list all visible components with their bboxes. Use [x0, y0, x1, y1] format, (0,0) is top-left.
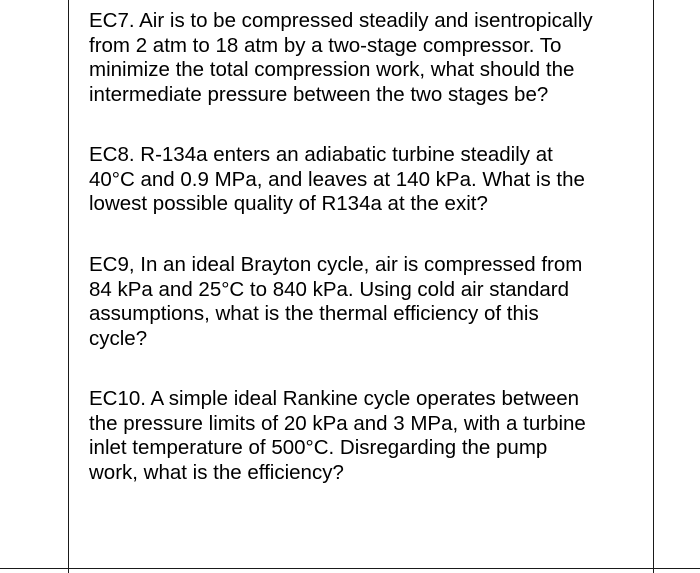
left-border-line	[68, 0, 69, 573]
right-border-line	[653, 0, 654, 573]
bottom-border-line	[0, 568, 700, 569]
question-ec8: EC8. R-134a enters an adiabatic turbine steadily at 40°C and 0.9 MPa, and leaves at 140 kPa. What is the lowest possible quality of R134a at the exit?	[89, 143, 585, 215]
question-ec7: EC7. Air is to be compressed steadily and isentropically from 2 atm to 18 atm by a two-stage compressor. To minimize the total compression work, what should the intermediate pressure between the two stages be?	[89, 9, 593, 106]
question-ec10: EC10. A simple ideal Rankine cycle operates between the pressure limits of 20 kPa and 3 MPa, with a turbine inlet temperature of 500°C. Disregarding the pump work, what is the efficiency?	[89, 387, 586, 484]
question-ec9: EC9, In an ideal Brayton cycle, air is compressed from 84 kPa and 25°C to 840 kPa. Using cold air standard assumptions, what is the thermal efficiency of this cycle?	[89, 253, 583, 350]
